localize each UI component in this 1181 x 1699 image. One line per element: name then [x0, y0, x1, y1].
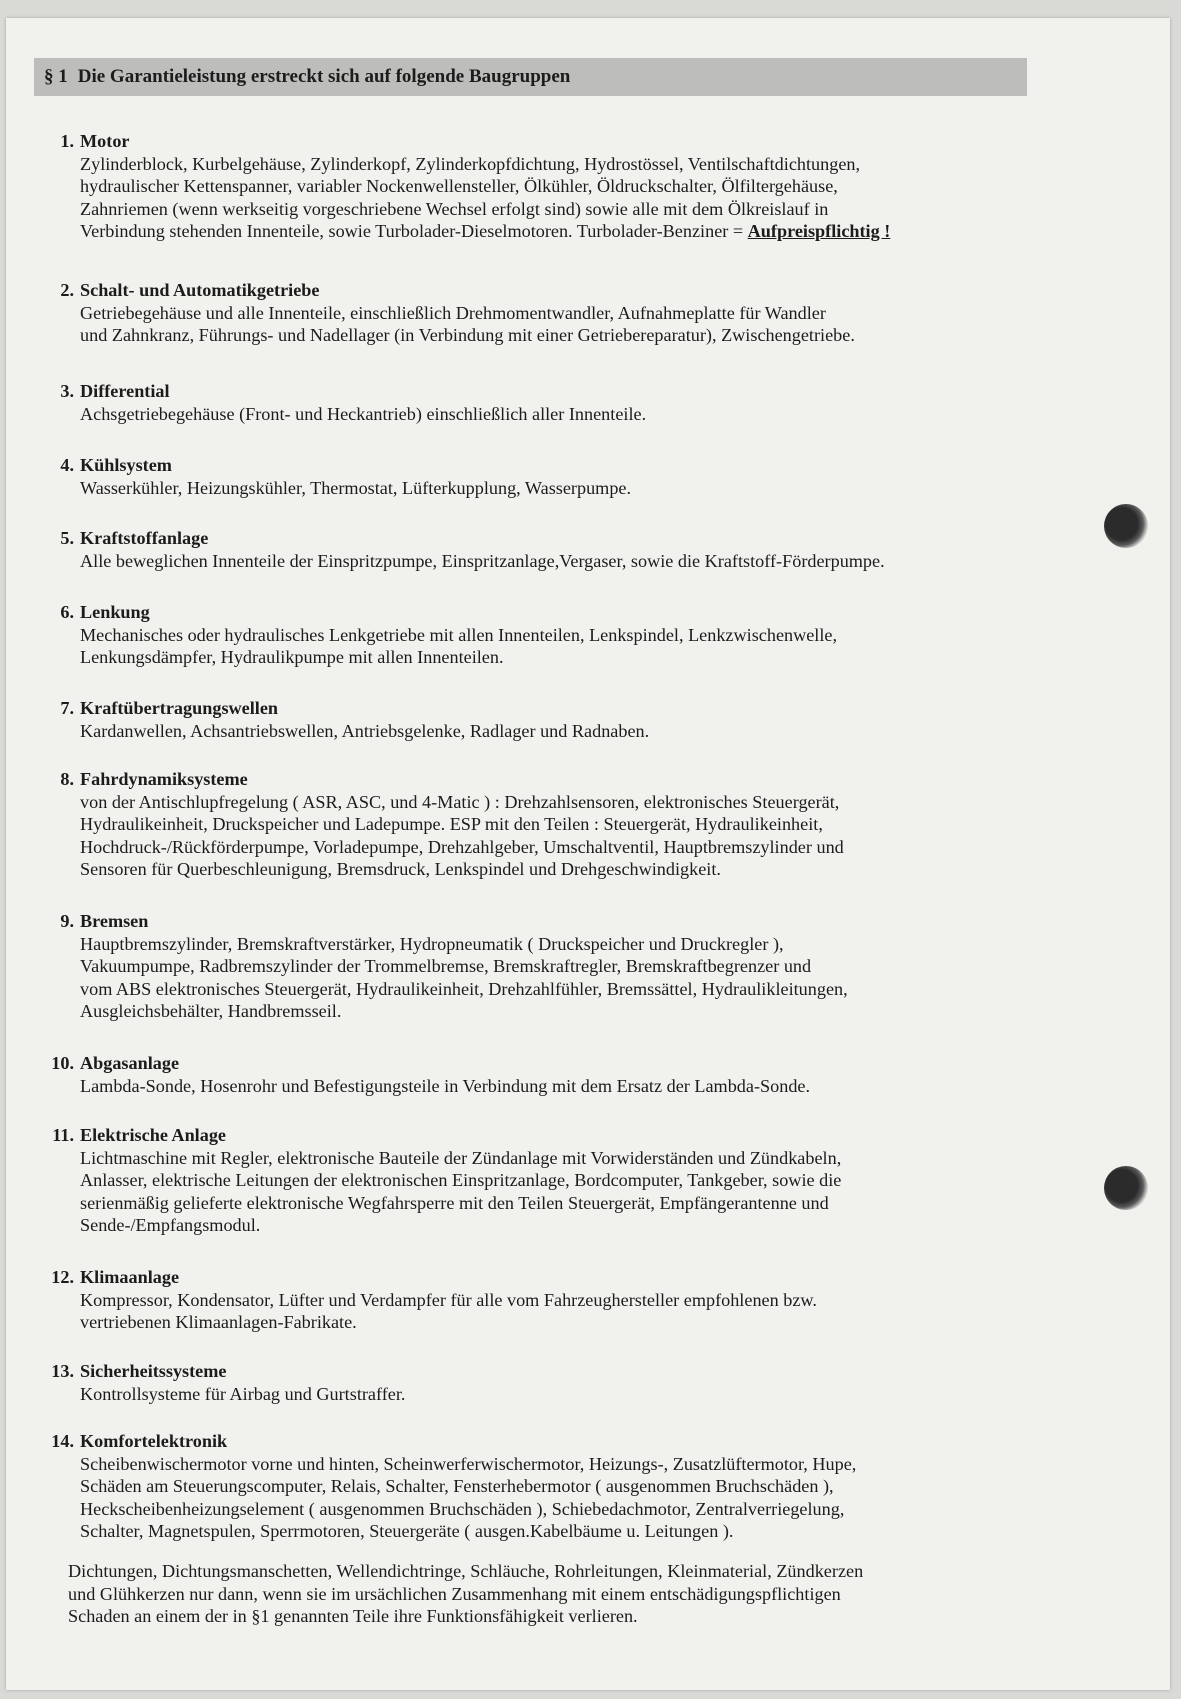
item-number: 1. — [60, 131, 74, 151]
section-heading — [34, 58, 1027, 96]
item-line: vertriebenen Klimaanlagen-Fabrikate. — [80, 1312, 357, 1332]
item-number: 13. — [51, 1361, 74, 1381]
list-item-getriebe — [40, 279, 1030, 347]
item-line: hydraulischer Kettenspanner, variabler Nockenwellensteller, Ölkühler, Öldruckschalter, Ölfiltergehäuse, — [80, 176, 838, 196]
list-item-fahrdynamik — [40, 768, 1030, 881]
surcharge-note: Aufpreispflichtig ! — [747, 221, 891, 241]
item-line: Sende-/Empfangsmodul. — [80, 1215, 261, 1235]
item-line: Heckscheibenheizungselement ( ausgenommen Bruchschäden ), Schiebedachmotor, Zentralverriegelung, — [80, 1498, 845, 1519]
item-number: 3. — [60, 381, 74, 401]
item-line: Lichtmaschine mit Regler, elektronische Bauteile der Zündanlage mit Vorwiderständen und Zündkabeln, — [80, 1147, 842, 1168]
document-page — [6, 18, 1170, 1690]
item-line: Schäden am Steuerungscomputer, Relais, Schalter, Fensterhebermotor ( ausgenommen Bruchschäden ), — [80, 1476, 834, 1496]
item-title: Lenkung — [80, 602, 150, 622]
item-number: 7. — [60, 698, 74, 718]
item-line: Sensoren für Querbeschleunigung, Bremsdruck, Lenkspindel und Drehgeschwindigkeit. — [80, 859, 721, 879]
item-number: 5. — [60, 528, 74, 548]
item-line: Hauptbremszylinder, Bremskraftverstärker, Hydropneumatik ( Druckspeicher und Druckregler ), — [80, 933, 784, 954]
item-line: Zylinderblock, Kurbelgehäuse, Zylinderkopf, Zylinderkopfdichtung, Hydrostössel, Ventilschaftdichtungen, — [80, 153, 861, 174]
item-line: Zahnriemen (wenn werkseitig vorgeschriebene Wechsel erfolgt sind) sowie alle mit dem Ölkreislauf in — [80, 198, 829, 219]
item-number: 14. — [51, 1431, 74, 1451]
list-item-elektrik — [40, 1124, 1030, 1237]
item-title: Klimaanlage — [80, 1267, 180, 1287]
item-number: 11. — [52, 1125, 74, 1145]
list-item-klimaanlage — [40, 1266, 1030, 1334]
item-line: Kompressor, Kondensator, Lüfter und Verdampfer für alle vom Fahrzeughersteller empfohlenen bzw. — [80, 1289, 817, 1310]
list-item-komfortelektronik — [40, 1430, 1030, 1543]
item-line: von der Antischlupfregelung ( ASR, ASC, und 4-Matic ) : Drehzahlsensoren, elektronisches Steuergerät, — [80, 791, 840, 812]
footer-line: Dichtungen, Dichtungsmanschetten, Wellendichtringe, Schläuche, Rohrleitungen, Kleinmaterial, Zündkerzen — [68, 1561, 864, 1581]
item-line-text: Verbindung stehenden Innenteile, sowie Turbolader-Dieselmotoren. Turbolader-Benziner = — [80, 221, 748, 241]
item-line: Hydraulikeinheit, Druckspeicher und Ladepumpe. ESP mit den Teilen : Steuergerät, Hydraulikeinheit, — [80, 814, 823, 834]
item-line: Anlasser, elektrische Leitungen der elektronischen Einspritzanlage, Bordcomputer, Tankgeber, sowie die — [80, 1170, 842, 1190]
footer-line: und Glühkerzen nur dann, wenn sie im ursächlichen Zusammenhang mit einem entschädigungspflichtigen — [68, 1583, 841, 1604]
item-title: Kühlsystem — [80, 455, 172, 475]
item-line: Getriebegehäuse und alle Innenteile, einschließlich Drehmomentwandler, Aufnahmeplatte für Wandler — [80, 302, 826, 323]
item-line: Kontrollsysteme für Airbag und Gurtstraffer. — [80, 1383, 406, 1404]
item-number: 4. — [60, 455, 74, 475]
item-title: Motor — [80, 131, 130, 151]
list-item-kraftuebertragung — [40, 697, 1030, 742]
item-number: 9. — [60, 911, 74, 931]
item-line: Alle beweglichen Innenteile der Einspritzpumpe, Einspritzanlage,Vergaser, sowie die Kraftstoff-Förderpumpe. — [80, 550, 885, 571]
item-number: 2. — [60, 280, 74, 300]
item-line: und Zahnkranz, Führungs- und Nadellager (in Verbindung mit einer Getriebereparatur), Zwischengetriebe. — [80, 325, 855, 345]
footer-paragraph — [68, 1560, 1018, 1628]
item-line: Schalter, Magnetspulen, Sperrmotoren, Steuergeräte ( ausgen.Kabelbäume u. Leitungen ). — [80, 1521, 734, 1541]
item-line: vom ABS elektronisches Steuergerät, Hydraulikeinheit, Drehzahlfühler, Bremssättel, Hydraulikleitungen, — [80, 978, 848, 999]
item-line: Hochdruck-/Rückförderpumpe, Vorladepumpe, Drehzahlgeber, Umschaltventil, Hauptbremszylinder und — [80, 836, 844, 857]
punch-hole-lower — [1104, 1166, 1148, 1210]
item-line: Achsgetriebegehäuse (Front- und Heckantrieb) einschließlich aller Innenteile. — [80, 403, 647, 424]
list-item-motor — [40, 130, 1030, 243]
item-title: Schalt- und Automatikgetriebe — [80, 280, 320, 300]
list-item-lenkung — [40, 601, 1030, 669]
item-number: 8. — [60, 769, 74, 789]
item-line: Kardanwellen, Achsantriebswellen, Antriebsgelenke, Radlager und Radnaben. — [80, 720, 650, 741]
item-line: serienmäßig gelieferte elektronische Wegfahrsperre mit den Teilen Steuergerät, Empfängerantenne und — [80, 1192, 829, 1213]
item-line: Ausgleichsbehälter, Handbremsseil. — [80, 1001, 342, 1021]
item-title: Fahrdynamiksysteme — [80, 769, 248, 789]
item-title: Komfortelektronik — [80, 1431, 228, 1451]
list-item-kuehlsystem — [40, 454, 1030, 499]
item-number: 10. — [51, 1053, 74, 1073]
footer-line: Schaden an einem der in §1 genannten Teile ihre Funktionsfähigkeit verlieren. — [68, 1606, 638, 1626]
item-line: Lenkungsdämpfer, Hydraulikpumpe mit allen Innenteilen. — [80, 647, 504, 667]
item-title: Kraftstoffanlage — [80, 528, 209, 548]
item-line: Mechanisches oder hydraulisches Lenkgetriebe mit allen Innenteilen, Lenkspindel, Lenkzwischenwelle, — [80, 624, 838, 645]
item-number: 6. — [60, 602, 74, 622]
section-number: § 1 — [44, 66, 68, 87]
section-title: Die Garantieleistung erstreckt sich auf folgende Baugruppen — [77, 66, 571, 87]
item-title: Abgasanlage — [80, 1053, 180, 1073]
item-number: 12. — [51, 1267, 74, 1287]
item-line: Vakuumpumpe, Radbremszylinder der Trommelbremse, Bremskraftregler, Bremskraftbegrenzer und — [80, 956, 812, 976]
list-item-sicherheit — [40, 1360, 1030, 1405]
list-item-bremsen — [40, 910, 1030, 1023]
item-line: Lambda-Sonde, Hosenrohr und Befestigungsteile in Verbindung mit dem Ersatz der Lambda-Sonde. — [80, 1075, 811, 1096]
item-line — [80, 220, 1030, 243]
item-title: Differential — [80, 381, 170, 401]
item-line: Scheibenwischermotor vorne und hinten, Scheinwerferwischermotor, Heizungs-, Zusatzlüftermotor, Hupe, — [80, 1453, 857, 1474]
item-title: Elektrische Anlage — [80, 1125, 226, 1145]
item-line: Wasserkühler, Heizungskühler, Thermostat, Lüfterkupplung, Wasserpumpe. — [80, 477, 632, 498]
list-item-differential — [40, 380, 1030, 425]
item-title: Bremsen — [80, 911, 149, 931]
list-item-abgasanlage — [40, 1052, 1030, 1097]
item-title: Kraftübertragungswellen — [80, 698, 279, 718]
punch-hole-upper — [1104, 504, 1148, 548]
item-title: Sicherheitssysteme — [80, 1361, 227, 1381]
list-item-kraftstoffanlage — [40, 527, 1030, 572]
